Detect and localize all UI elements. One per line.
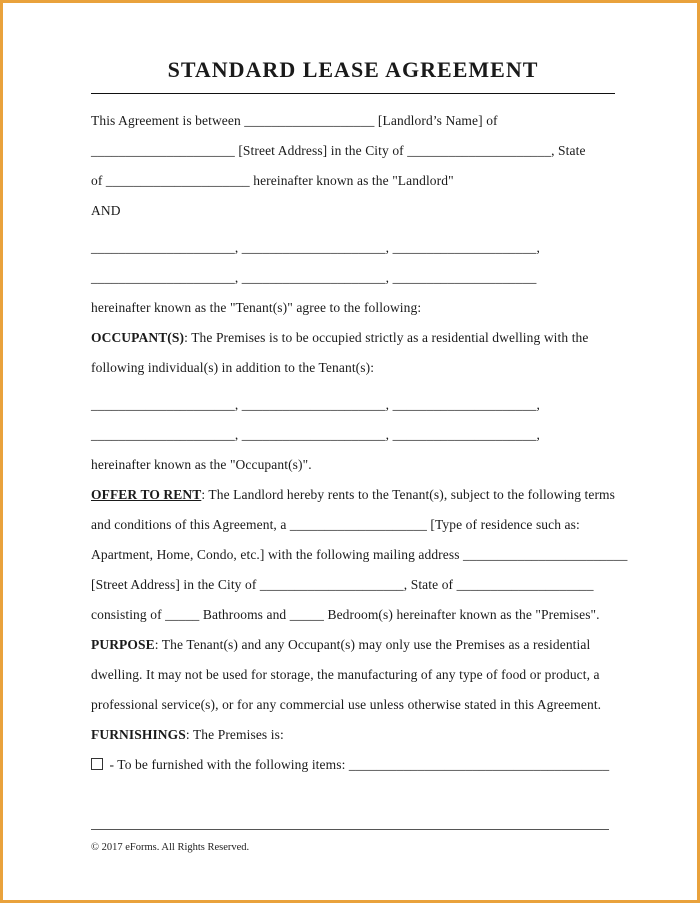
line-text: hereinafter known as the "Tenant(s)" agree to the following: xyxy=(91,300,422,315)
line-text: _____________________ [Street Address] in the City of _____________________, State xyxy=(91,143,586,158)
line-text: dwelling. It may not be used for storage, the manufacturing of any type of food or product, a xyxy=(91,667,600,682)
section-occupants xyxy=(91,323,615,353)
title-block xyxy=(91,3,615,94)
form-line xyxy=(91,166,615,196)
line-text: _____________________, _____________________, _____________________, xyxy=(91,427,540,442)
form-line xyxy=(91,450,615,480)
form-line xyxy=(91,106,615,136)
line-text: following individual(s) in addition to the Tenant(s): xyxy=(91,360,375,375)
form-line xyxy=(91,293,615,323)
form-line xyxy=(91,233,615,263)
section-heading: OCCUPANT(S) xyxy=(91,330,185,345)
line-text: professional service(s), or for any commercial use unless otherwise stated in this Agreement. xyxy=(91,697,602,712)
form-line xyxy=(91,196,615,226)
section-offer-to-rent xyxy=(91,480,615,510)
furnished-option-line xyxy=(91,750,615,780)
section-heading: PURPOSE xyxy=(91,637,155,652)
document-title: STANDARD LEASE AGREEMENT xyxy=(167,57,539,82)
form-line xyxy=(91,136,615,166)
footer-divider xyxy=(91,829,609,830)
footer-copyright: © 2017 eForms. All Rights Reserved. xyxy=(91,842,250,853)
line-text: : The Landlord hereby rents to the Tenant(s), subject to the following terms xyxy=(201,487,616,502)
form-line xyxy=(91,690,615,720)
line-text: _____________________, _____________________, _____________________ xyxy=(91,270,537,285)
form-line xyxy=(91,353,615,383)
line-text: - To be furnished with the following items: ______________________________________ xyxy=(106,757,610,772)
document-body xyxy=(91,106,628,780)
document-content xyxy=(91,3,628,780)
line-text: : The Tenant(s) and any Occupant(s) may only use the Premises as a residential xyxy=(154,637,591,652)
document-footer xyxy=(91,829,609,853)
form-line xyxy=(91,600,615,630)
line-text: This Agreement is between ___________________ [Landlord’s Name] of xyxy=(91,113,498,128)
line-text: consisting of _____ Bathrooms and _____ Bedroom(s) hereinafter known as the "Premises". xyxy=(91,607,600,622)
form-line xyxy=(91,570,615,600)
section-heading: OFFER TO RENT xyxy=(91,487,202,502)
section-heading: FURNISHINGS xyxy=(91,727,186,742)
form-line xyxy=(91,390,615,420)
section-furnishings xyxy=(91,720,615,750)
line-text: of _____________________ hereinafter known as the "Landlord" xyxy=(91,173,454,188)
line-text: : The Premises is to be occupied strictly as a residential dwelling with the xyxy=(184,330,589,345)
form-line xyxy=(91,540,628,570)
line-text: : The Premises is: xyxy=(185,727,284,742)
line-text: Apartment, Home, Condo, etc.] with the following mailing address ________________________ xyxy=(91,547,628,562)
form-line xyxy=(91,660,615,690)
section-purpose xyxy=(91,630,615,660)
furnished-checkbox[interactable] xyxy=(91,758,103,770)
form-line xyxy=(91,420,615,450)
line-text: _____________________, _____________________, _____________________, xyxy=(91,240,540,255)
line-text: [Street Address] in the City of _____________________, State of ____________________ xyxy=(91,577,594,592)
form-line xyxy=(91,263,615,293)
form-line xyxy=(91,510,615,540)
line-text: AND xyxy=(91,203,121,218)
line-text: _____________________, _____________________, _____________________, xyxy=(91,397,540,412)
line-text: hereinafter known as the "Occupant(s)". xyxy=(91,457,312,472)
line-text: and conditions of this Agreement, a ____________________ [Type of residence such as: xyxy=(91,517,580,532)
